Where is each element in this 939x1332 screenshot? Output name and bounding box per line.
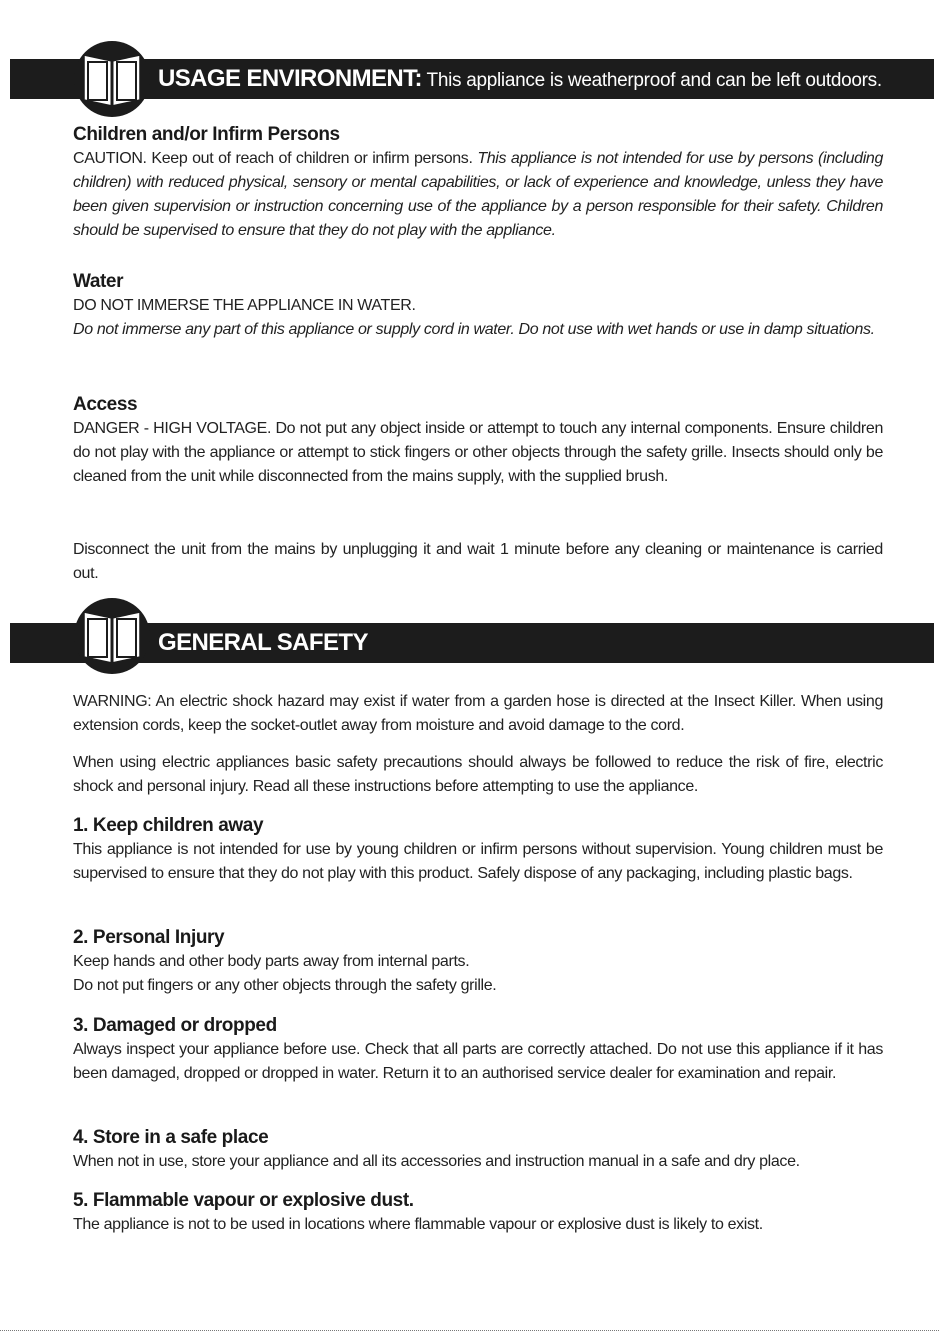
item-text: Always inspect your appliance before use. Check that all parts are correctly attached. Do not use this appliance if it has been damaged, dropped or dropped in water. Return it to an authorised service dealer for examination and repair. — [73, 1041, 883, 1082]
open-book-icon — [73, 597, 151, 675]
water-italic-para — [73, 318, 883, 342]
children-title: Children and/or Infirm Persons — [73, 124, 340, 145]
usage-environment-title — [158, 59, 882, 99]
item-line2: Do not put fingers or any other objects through the safety grille. — [73, 977, 497, 994]
water-line1: DO NOT IMMERSE THE APPLIANCE IN WATER. — [73, 297, 416, 314]
water-italic: Do not immerse any part of this appliance or supply cord in water. Do not use with wet hands or use in damp situations. — [73, 321, 875, 338]
item-title: 2. Personal Injury — [73, 927, 225, 948]
item-keep-children-away — [73, 814, 883, 886]
item-title: 4. Store in a safe place — [73, 1127, 269, 1148]
access-text: DANGER - HIGH VOLTAGE. Do not put any object inside or attempt to touch any internal components. Ensure children do not play with the appliance or attempt to stick fingers or other objects through the safety grille. Insects should only be cleaned from the unit while disconnected from the mains supply, with the supplied brush. — [73, 420, 883, 485]
general-safety-title — [158, 623, 368, 663]
item-line1: Keep hands and other body parts away from internal parts. — [73, 953, 470, 970]
warning-text: WARNING: An electric shock hazard may exist if water from a garden hose is directed at the Insect Killer. When using extension cords, keep the socket-outlet away from moisture and avoid damage to the cord. — [73, 693, 883, 734]
item-flammable-vapour — [73, 1189, 883, 1237]
children-caution: CAUTION. Keep out of reach of children or infirm persons. — [73, 150, 478, 167]
general-heading: GENERAL SAFETY — [158, 629, 368, 656]
item-damaged-or-dropped — [73, 1014, 883, 1086]
item-title: 3. Damaged or dropped — [73, 1015, 277, 1036]
open-book-icon — [73, 40, 151, 118]
warning-section — [73, 690, 883, 738]
item-store-safe-place — [73, 1126, 883, 1174]
item-title: 1. Keep children away — [73, 815, 264, 836]
children-italic: This appliance is not intended for use by persons (including children) with reduced physical, sensory or mental capabilities, or lack of experience and knowledge, unless they have been given supervision or instruction concerning use of the appliance by a person responsible for their safety. Children should be supervised to ensure that they do not play with the appliance. — [73, 150, 883, 239]
access-section — [73, 393, 883, 489]
water-title: Water — [73, 271, 124, 292]
precautions-section — [73, 751, 883, 799]
page-bottom-divider — [0, 1330, 939, 1331]
water-section — [73, 270, 883, 342]
children-text — [73, 147, 883, 243]
item-text: The appliance is not to be used in locations where flammable vapour or explosive dust is likely to exist. — [73, 1216, 763, 1233]
children-section — [73, 123, 883, 243]
usage-heading-bold: USAGE ENVIRONMENT: — [158, 65, 422, 92]
access-text2: Disconnect the unit from the mains by unplugging it and wait 1 minute before any cleaning or maintenance is carried out. — [73, 541, 883, 582]
item-title: 5. Flammable vapour or explosive dust. — [73, 1190, 414, 1211]
precautions-text: When using electric appliances basic safety precautions should always be followed to reduce the risk of fire, electric shock and personal injury. Read all these instructions before attempting to use the appliance. — [73, 754, 883, 795]
access-title: Access — [73, 394, 138, 415]
item-personal-injury — [73, 926, 883, 998]
usage-heading-rest: This appliance is weatherproof and can be left outdoors. — [421, 70, 882, 91]
item-text: When not in use, store your appliance and all its accessories and instruction manual in a safe and dry place. — [73, 1153, 800, 1170]
item-text: This appliance is not intended for use by young children or infirm persons without supervision. Young children must be supervised to ensure that they do not play with this product. Safely dispose of any packaging, including plastic bags. — [73, 841, 883, 882]
disconnect-section — [73, 538, 883, 586]
